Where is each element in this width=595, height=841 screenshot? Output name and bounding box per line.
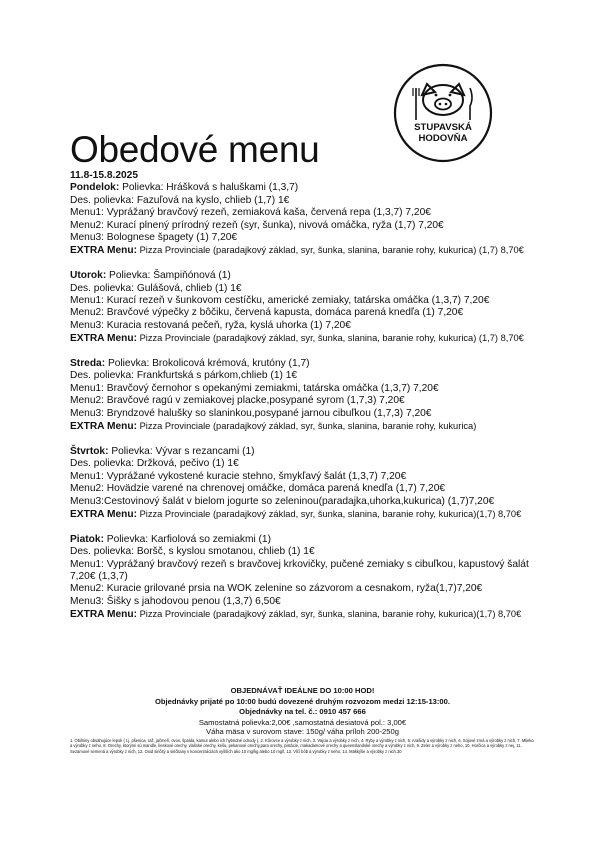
days-list: [70, 182, 535, 621]
day-name: Utorok:: [70, 270, 107, 282]
day-soup-line: [70, 534, 535, 546]
extra-menu-label: EXTRA Menu:: [70, 333, 137, 345]
weight-note: Váha mäsa v surovom stave: 150g/ váha príloh 200-250g: [206, 727, 399, 737]
day-section: [70, 182, 535, 257]
menu-item-line: Menu3: Kuracia restovaná pečeň, ryža, kyslá uhorka (1) 7,20€: [70, 319, 351, 331]
extra-menu-text: Pizza Provinciale (paradajkový základ, syr, šunka, slanina, baranie rohy, kukurica)(1,7) 8,70€: [136, 609, 522, 620]
soup-text: Polievka: Brokolicová krémová, krutóny (1,7): [105, 358, 310, 370]
menu-item-line: Menu3: Bolognese špagety (1) 7,20€: [70, 232, 238, 244]
menu-item-line: Des. polievka: Boršč, s kyslou smotanou, chlieb (1) 1€: [70, 546, 315, 558]
menu-item-line: Menu1: Vyprážané vykostené kuracie stehno, šmykľavý šalát (1,3,7) 7,20€: [70, 470, 407, 482]
extra-menu-label: EXTRA Menu:: [70, 609, 137, 621]
footer: [70, 686, 535, 754]
extra-menu-text: Pizza Provinciale (paradajkový základ, syr, šunka, slanina, baranie rohy, kukurica) (1,7) 8,70€: [136, 245, 524, 256]
day-name: Pondelok:: [70, 182, 120, 194]
day-name: Streda:: [70, 358, 106, 370]
order-time-note: OBJEDNÁVAŤ IDEÁLNE DO 10:00 HOD!: [230, 686, 375, 695]
extra-menu-label: EXTRA Menu:: [70, 508, 137, 520]
day-name: Piatok:: [70, 533, 104, 545]
menu-item-line: Menu2: Kuracie grilované prsia na WOK zelenine so zázvorom a cesnakom, ryža(1,7)7,20€: [70, 583, 483, 595]
extra-menu-text: Pizza Provinciale (paradajkový základ, syr, šunka, slanina, baranie rohy, kukurica) (1,7) 8,70€: [136, 333, 524, 344]
allergen-list: 1. Obilniny obsahujúce lepok ( t.j. pšenica, raž, jačmeň, ovos, špalda, kamut alebo ich hybridné odrody ), 2. Kôrovce a výrobky z nich, 3. Vajcia a výrobky z nich, 4. Ryby a výrobky z nich, 5. Arašidy a výrobky z nich, 6. Sójové zrná a výrobky z nich, 7. Mlieko a výrobky z neho, 8. Orechy, ktorými sú mandle, lieskové orechy, vlašské orechy, kešu, pekanové orechy,para orechy, pistácie, makadamové orechy a queenslandské orechy a výrobky z nich, 9. Zeler a výrobky z neho, 10. Horčica a výrobky z nej, 11. Sezamové semená a výrobky z nich, 12. Oxid siričitý a siričitany v koncentráciách vyšších ako 10 mg/kg alebo 10 mg/l, 13. Vlčí bôb a výrobky z neho, 14. Mäkkýše a výrobky z nich.30: [70, 738, 534, 754]
soup-text: Polievka: Šampiňónová (1): [106, 270, 231, 282]
menu-item-line: Menu3: Šišky s jahodovou penou (1,3,7) 6,50€: [70, 595, 281, 607]
day-soup-line: [70, 358, 535, 370]
soup-price-note: Samostatná polievka:2,00€ ,samostatná desiatová pol.: 3,00€: [198, 717, 407, 727]
delivery-note: Objednávky prijaté po 10:00 budú dovezené druhým rozvozom medzi 12:15-13:00.: [155, 696, 450, 706]
menu-item-line: Menu2: Bravčové ragú v zemiakovej placke,posypané syrom (1,7,3) 7,20€: [70, 395, 405, 407]
extra-menu-line: [70, 508, 535, 521]
day-soup-line: [70, 182, 535, 194]
menu-item-line: Menu3: Bryndzové halušky so slaninkou,posypané jarnou cibuľkou (1,7,3) 7,20€: [70, 407, 432, 419]
menu-item-line: Menu1: Vyprážaný bravčový rezeň s bravčovej krkovičky, pučené zemiaky s cibuľkou, kapustový šalát 7,20€ (1,3,7): [70, 558, 529, 582]
menu-item-line: Menu2: Bravčové výpečky z bôčiku, červená kapusta, domáca parená knedľa (1) 7,20€: [70, 307, 464, 319]
menu-item-line: Menu1: Bravčový černohor s opekanými zemiakmi, tatárska omáčka (1,3,7) 7,20€: [70, 382, 439, 394]
pig-logo-icon: [392, 62, 494, 164]
menu-item-line: Des. polievka: Gulášová, chlieb (1) 1€: [70, 282, 242, 294]
extra-menu-text: Pizza Provinciale (paradajkový základ, syr, šunka, slanina, baranie rohy, kukurica)(1,7) 8,70€: [136, 508, 522, 519]
menu-content: [70, 170, 535, 634]
extra-menu-line: [70, 420, 535, 433]
extra-menu-text: Pizza Provinciale (paradajkový základ, syr, šunka, slanina, baranie rohy, kukurica): [136, 421, 477, 432]
soup-text: Polievka: Vývar s rezancami (1): [108, 445, 255, 457]
day-soup-line: [70, 446, 535, 458]
day-section: [70, 270, 535, 345]
extra-menu-line: [70, 608, 535, 621]
menu-item-line: Menu3:Cestovinový šalát v bielom jogurte so zeleninou(paradajka,uhorka,kukurica) (1,7)7,20€: [70, 495, 495, 507]
day-soup-line: [70, 270, 535, 282]
logo-text-line2: HODOVŇA: [418, 133, 468, 144]
menu-item-line: Des. polievka: Fazuľová na kyslo, chlieb (1,7) 1€: [70, 194, 290, 206]
day-section: [70, 446, 535, 521]
menu-item-line: Menu2: Hovädzie varené na chrenovej omáčke, domáca parená knedľa (1,7) 7,20€: [70, 483, 446, 495]
menu-item-line: Menu2: Kurací plnený prírodný rezeň (syr, šunka), nivová omáčka, ryža (1,7) 7,20€: [70, 219, 444, 231]
day-name: Štvrtok:: [70, 445, 109, 457]
logo-text-line1: STUPAVSKÁ: [414, 122, 472, 133]
phone-note: Objednávky na tel. č.: 0910 457 666: [239, 707, 366, 716]
soup-text: Polievka: Karfiolová so zemiakmi (1): [103, 533, 271, 545]
extra-menu-line: [70, 244, 535, 257]
extra-menu-label: EXTRA Menu:: [70, 245, 137, 257]
extra-menu-line: [70, 332, 535, 345]
day-section: [70, 534, 535, 622]
menu-item-line: Des. polievka: Frankfurtská s párkom,chlieb (1) 1€: [70, 370, 298, 382]
restaurant-logo: [392, 62, 494, 164]
extra-menu-label: EXTRA Menu:: [70, 421, 137, 433]
menu-item-line: Menu1: Kurací rezeň v šunkovom cestíčku, americké zemiaky, tatárska omáčka (1,3,7) 7,20€: [70, 295, 490, 307]
menu-item-line: Des. polievka: Držková, pečivo (1) 1€: [70, 458, 239, 470]
date-range: 11.8-15.8.2025: [70, 170, 138, 181]
soup-text: Polievka: Hrášková s haluškami (1,3,7): [119, 182, 299, 194]
day-section: [70, 358, 535, 433]
page-title: Obedové menu: [70, 129, 320, 170]
menu-item-line: Menu1: Vyprážaný bravčový rezeň, zemiaková kaša, červená repa (1,3,7) 7,20€: [70, 207, 431, 219]
